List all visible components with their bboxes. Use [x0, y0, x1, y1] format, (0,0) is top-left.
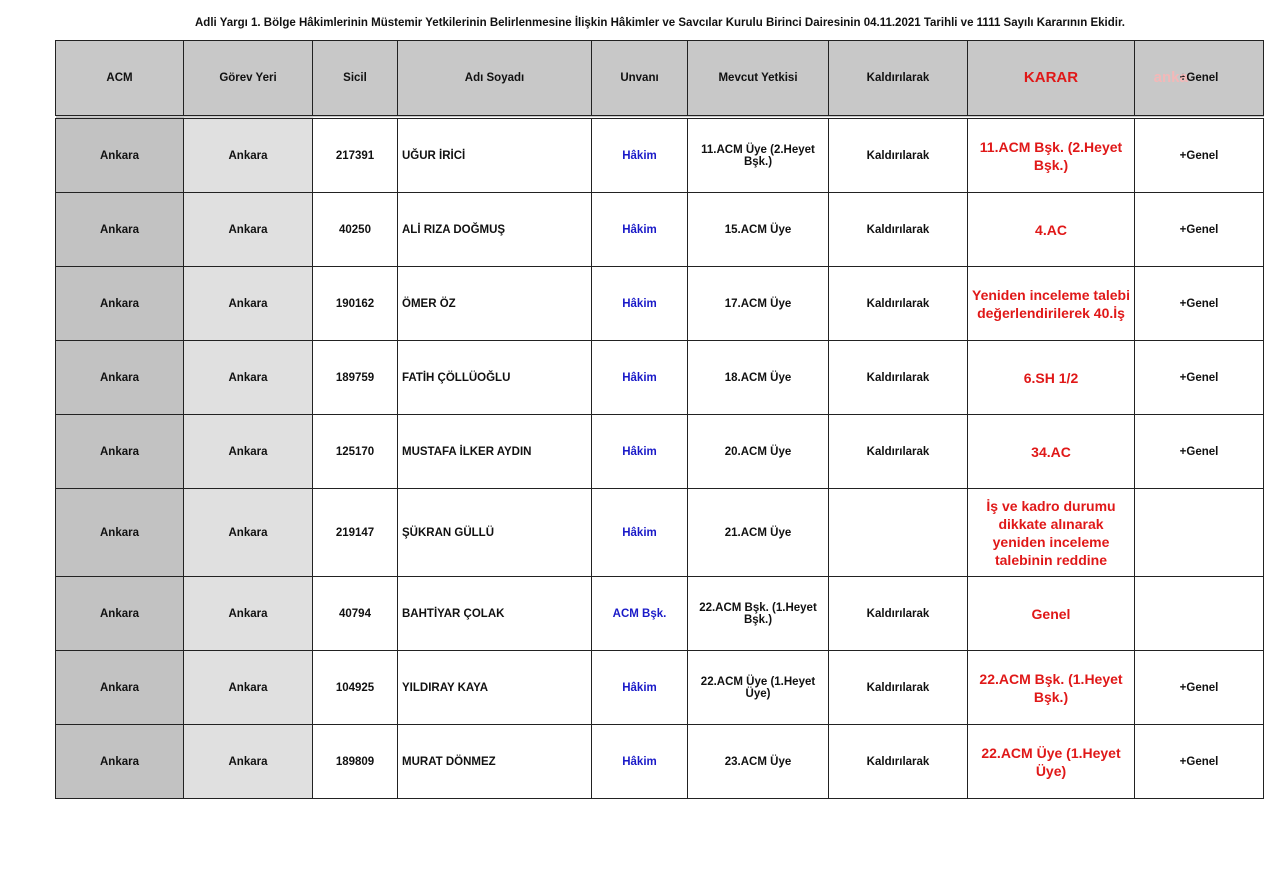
cell-acm: Ankara: [56, 651, 184, 725]
cell-mevcut-yetkisi: 22.ACM Üye (1.Heyet Üye): [688, 651, 829, 725]
cell-kaldirilarak: Kaldırılarak: [829, 725, 968, 799]
cell-unvani: Hâkim: [592, 725, 688, 799]
cell-acm: Ankara: [56, 577, 184, 651]
cell-karar: Genel: [968, 577, 1135, 651]
header-sicil: Sicil: [313, 41, 398, 118]
cell-acm: Ankara: [56, 193, 184, 267]
table-row: [56, 651, 1264, 725]
cell-unvani: Hâkim: [592, 341, 688, 415]
cell-genel: +Genel: [1135, 117, 1264, 193]
cell-genel: +Genel: [1135, 725, 1264, 799]
cell-acm: Ankara: [56, 341, 184, 415]
table-row: [56, 117, 1264, 193]
cell-kaldirilarak: Kaldırılarak: [829, 577, 968, 651]
table-row: [56, 341, 1264, 415]
cell-mevcut-yetkisi: 11.ACM Üye (2.Heyet Bşk.): [688, 117, 829, 193]
cell-kaldirilarak: Kaldırılarak: [829, 651, 968, 725]
cell-gorev-yeri: Ankara: [184, 489, 313, 577]
cell-unvani: Hâkim: [592, 415, 688, 489]
cell-karar: 22.ACM Üye (1.Heyet Üye): [968, 725, 1135, 799]
cell-adi-soyadi: BAHTİYAR ÇOLAK: [398, 577, 592, 651]
cell-sicil: 217391: [313, 117, 398, 193]
cell-acm: Ankara: [56, 489, 184, 577]
cell-adi-soyadi: ŞÜKRAN GÜLLÜ: [398, 489, 592, 577]
cell-genel: [1135, 489, 1264, 577]
cell-gorev-yeri: Ankara: [184, 415, 313, 489]
table-row: [56, 193, 1264, 267]
cell-sicil: 125170: [313, 415, 398, 489]
cell-sicil: 189759: [313, 341, 398, 415]
cell-adi-soyadi: ÖMER ÖZ: [398, 267, 592, 341]
cell-karar: İş ve kadro durumu dikkate alınarak yeniden inceleme talebinin reddine: [968, 489, 1135, 577]
cell-acm: Ankara: [56, 725, 184, 799]
cell-unvani: Hâkim: [592, 267, 688, 341]
cell-unvani: Hâkim: [592, 489, 688, 577]
cell-adi-soyadi: FATİH ÇÖLLÜOĞLU: [398, 341, 592, 415]
cell-unvani: Hâkim: [592, 117, 688, 193]
document-title: Adli Yargı 1. Bölge Hâkimlerinin Müstemir Yetkilerinin Belirlenmesine İlişkin Hâkimler ve Savcılar Kurulu Birinci Dairesinin 04.11.2021 Tarihli ve 1111 Sayılı Kararının Ekidir.: [194, 17, 1125, 29]
header-karar: KARAR: [968, 41, 1135, 118]
cell-sicil: 40794: [313, 577, 398, 651]
cell-adi-soyadi: MURAT DÖNMEZ: [398, 725, 592, 799]
table-row: [56, 267, 1264, 341]
cell-gorev-yeri: Ankara: [184, 193, 313, 267]
cell-mevcut-yetkisi: 22.ACM Bşk. (1.Heyet Bşk.): [688, 577, 829, 651]
header-adi-soyadi: Adı Soyadı: [398, 41, 592, 118]
header-genel: [1135, 41, 1264, 118]
cell-karar: 4.AC: [968, 193, 1135, 267]
table-row: [56, 577, 1264, 651]
cell-mevcut-yetkisi: 20.ACM Üye: [688, 415, 829, 489]
cell-karar: 22.ACM Bşk. (1.Heyet Bşk.): [968, 651, 1135, 725]
cell-kaldirilarak: [829, 489, 968, 577]
header-genel-label: +Genel: [1179, 72, 1219, 84]
cell-adi-soyadi: ALİ RIZA DOĞMUŞ: [398, 193, 592, 267]
table-row: [56, 415, 1264, 489]
cell-mevcut-yetkisi: 17.ACM Üye: [688, 267, 829, 341]
cell-unvani: Hâkim: [592, 193, 688, 267]
cell-unvani: Hâkim: [592, 651, 688, 725]
cell-sicil: 104925: [313, 651, 398, 725]
cell-acm: Ankara: [56, 415, 184, 489]
cell-gorev-yeri: Ankara: [184, 117, 313, 193]
cell-karar: 6.SH 1/2: [968, 341, 1135, 415]
cell-sicil: 189809: [313, 725, 398, 799]
cell-mevcut-yetkisi: 18.ACM Üye: [688, 341, 829, 415]
cell-kaldirilarak: Kaldırılarak: [829, 415, 968, 489]
cell-adi-soyadi: UĞUR İRİCİ: [398, 117, 592, 193]
cell-gorev-yeri: Ankara: [184, 341, 313, 415]
cell-adi-soyadi: YILDIRAY KAYA: [398, 651, 592, 725]
table-row: [56, 725, 1264, 799]
cell-sicil: 190162: [313, 267, 398, 341]
cell-karar: 11.ACM Bşk. (2.Heyet Bşk.): [968, 117, 1135, 193]
cell-genel: +Genel: [1135, 415, 1264, 489]
cell-kaldirilarak: Kaldırılarak: [829, 341, 968, 415]
cell-sicil: 219147: [313, 489, 398, 577]
watermark: anka: [1153, 69, 1188, 86]
cell-genel: +Genel: [1135, 267, 1264, 341]
cell-gorev-yeri: Ankara: [184, 725, 313, 799]
cell-genel: +Genel: [1135, 341, 1264, 415]
cell-acm: Ankara: [56, 117, 184, 193]
cell-karar: 34.AC: [968, 415, 1135, 489]
cell-genel: [1135, 577, 1264, 651]
header-acm: ACM: [56, 41, 184, 118]
header-unvani: Unvanı: [592, 41, 688, 118]
cell-karar: Yeniden inceleme talebi değerlendirilerek 40.İş: [968, 267, 1135, 341]
cell-gorev-yeri: Ankara: [184, 577, 313, 651]
cell-sicil: 40250: [313, 193, 398, 267]
cell-gorev-yeri: Ankara: [184, 267, 313, 341]
decision-table: [55, 40, 1264, 799]
cell-mevcut-yetkisi: 23.ACM Üye: [688, 725, 829, 799]
cell-kaldirilarak: Kaldırılarak: [829, 267, 968, 341]
header-row: [56, 41, 1264, 118]
cell-mevcut-yetkisi: 15.ACM Üye: [688, 193, 829, 267]
cell-adi-soyadi: MUSTAFA İLKER AYDIN: [398, 415, 592, 489]
cell-kaldirilarak: Kaldırılarak: [829, 193, 968, 267]
cell-genel: +Genel: [1135, 651, 1264, 725]
table-row: [56, 489, 1264, 577]
cell-mevcut-yetkisi: 21.ACM Üye: [688, 489, 829, 577]
cell-acm: Ankara: [56, 267, 184, 341]
cell-gorev-yeri: Ankara: [184, 651, 313, 725]
header-gorev-yeri: Görev Yeri: [184, 41, 313, 118]
cell-unvani: ACM Bşk.: [592, 577, 688, 651]
header-mevcut-yetkisi: Mevcut Yetkisi: [688, 41, 829, 118]
header-kaldirilarak: Kaldırılarak: [829, 41, 968, 118]
cell-genel: +Genel: [1135, 193, 1264, 267]
cell-kaldirilarak: Kaldırılarak: [829, 117, 968, 193]
